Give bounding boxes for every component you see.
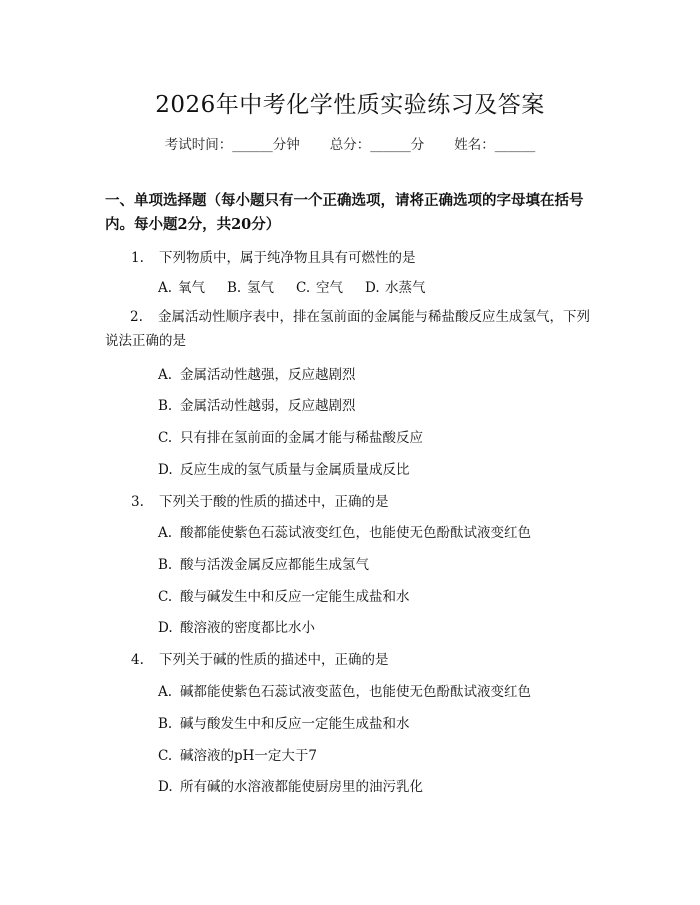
option-d[interactable]: [365, 276, 426, 296]
name-blank[interactable]: ______: [494, 137, 536, 153]
question-2: [105, 305, 600, 353]
question-3-option-a[interactable]: [158, 521, 531, 541]
option-letter: C.: [296, 280, 311, 296]
option-b[interactable]: [227, 276, 274, 296]
question-4-option-c[interactable]: [158, 744, 317, 764]
question-4-option-b[interactable]: [158, 712, 410, 732]
question-4-option-d[interactable]: [158, 775, 423, 795]
option-text: 酸溶液的密度都比水小: [180, 620, 315, 636]
question-number: 4.: [131, 652, 144, 668]
question-3-option-c[interactable]: [158, 585, 410, 605]
time-unit: 分钟: [272, 137, 300, 153]
option-text: 所有碱的水溶液都能使厨房里的油污乳化: [180, 779, 423, 795]
section-heading: 一、单项选择题（每小题只有一个正确选项，请将正确选项的字母填在括号内。每小题2分，共20分）: [105, 192, 584, 233]
question-stem: 下列关于碱的性质的描述中，正确的是: [159, 652, 389, 668]
option-letter: B.: [158, 557, 173, 573]
option-letter: A.: [158, 525, 173, 541]
question-stem: 下列关于酸的性质的描述中，正确的是: [159, 494, 389, 510]
option-letter: A.: [158, 280, 173, 296]
question-3: [131, 490, 389, 510]
option-text: 金属活动性越强，反应越剧烈: [180, 367, 356, 383]
name-label: 姓名：: [454, 137, 495, 153]
question-4-option-a[interactable]: [158, 680, 531, 700]
option-letter: B.: [158, 398, 173, 414]
question-2-option-a[interactable]: [158, 363, 356, 383]
option-text: 金属活动性越弱，反应越剧烈: [180, 398, 356, 414]
option-letter: B.: [227, 280, 242, 296]
option-letter: D.: [158, 779, 173, 795]
question-number: 2.: [130, 309, 143, 325]
option-letter: D.: [158, 462, 173, 478]
document-title: 2026年中考化学性质实验练习及答案: [155, 92, 545, 118]
score-label: 总分：: [329, 137, 371, 153]
score-blank[interactable]: ______: [370, 137, 411, 153]
option-letter: D.: [365, 280, 380, 296]
question-3-option-b[interactable]: [158, 553, 369, 573]
question-3-option-d[interactable]: [158, 616, 315, 636]
option-letter: C.: [158, 430, 173, 446]
option-letter: B.: [158, 716, 173, 732]
option-text: 空气: [316, 280, 343, 296]
time-label: 考试时间：: [164, 137, 233, 153]
question-2-option-c[interactable]: [158, 426, 423, 446]
score-unit: 分: [410, 137, 425, 153]
option-text: 碱与酸发生中和反应一定能生成盐和水: [180, 716, 410, 732]
option-text: 酸与碱发生中和反应一定能生成盐和水: [180, 589, 410, 605]
option-text: 碱溶液的pH一定大于7: [180, 748, 318, 764]
time-blank[interactable]: ______: [232, 137, 273, 153]
option-text: 反应生成的氢气质量与金属质量成反比: [180, 462, 410, 478]
option-text: 碱都能使紫色石蕊试液变蓝色，也能使无色酚酞试液变红色: [180, 684, 531, 700]
option-text: 氧气: [178, 280, 205, 296]
question-2-option-b[interactable]: [158, 394, 356, 414]
question-1-options: [158, 276, 448, 296]
option-letter: C.: [158, 589, 173, 605]
question-stem: 下列物质中，属于纯净物且具有可燃性的是: [159, 250, 416, 266]
option-c[interactable]: [296, 276, 343, 296]
option-text: 只有排在氢前面的金属才能与稀盐酸反应: [180, 430, 423, 446]
option-letter: C.: [158, 748, 173, 764]
option-text: 氢气: [247, 280, 274, 296]
option-letter: D.: [158, 620, 173, 636]
exam-info-line: [0, 133, 700, 153]
question-number: 1.: [131, 250, 144, 266]
question-stem: 金属活动性顺序表中，排在氢前面的金属能与稀盐酸反应生成氢气，下列说法正确的是: [105, 309, 590, 349]
question-4: [131, 648, 389, 668]
option-text: 水蒸气: [385, 280, 426, 296]
option-letter: A.: [158, 684, 173, 700]
option-a[interactable]: [158, 276, 205, 296]
question-number: 3.: [131, 494, 144, 510]
option-text: 酸与活泼金属反应都能生成氢气: [180, 557, 369, 573]
option-letter: A.: [158, 367, 173, 383]
option-text: 酸都能使紫色石蕊试液变红色，也能使无色酚酞试液变红色: [180, 525, 531, 541]
question-2-option-d[interactable]: [158, 458, 410, 478]
question-1: [131, 246, 416, 266]
